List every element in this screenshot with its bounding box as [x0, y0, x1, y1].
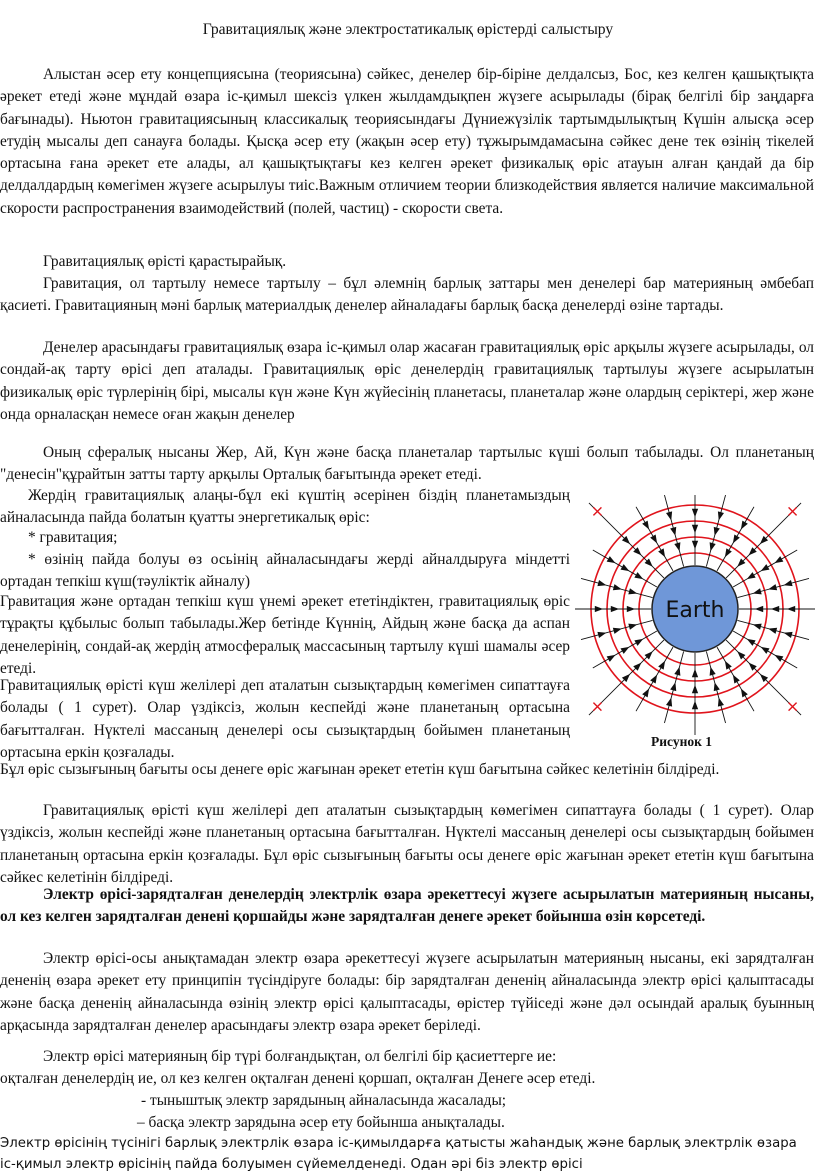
- field-arrow: [725, 661, 732, 670]
- field-arrow: [787, 606, 795, 612]
- field-arrow: [658, 661, 665, 670]
- field-marker: [789, 507, 797, 515]
- paragraph-electric-interaction: Электр өрісі-осы анықтамадан электр өзара әрекеттесуі жүзеге асырылатын материяның нысаны, екі зарядталған дененің өзара әрекет ету принципін түсіндіруге болады: бір зарядталған дененің айналасында электр өрісі қалыптасады және басқа дененің айналасында өзінің электр өрісі қалыптасады, өрістер түйіседі және дәл осындай аралық буынның арқасында зарядталған денелер арасындағы электр өзара әрекет беріледі.: [0, 950, 814, 1034]
- field-arrow: [597, 632, 606, 638]
- field-arrow: [771, 606, 779, 612]
- field-arrow: [642, 521, 649, 530]
- field-arrow: [650, 535, 657, 544]
- field-arrow: [670, 682, 676, 691]
- field-arrow: [666, 698, 672, 707]
- document-title: Гравитациялық және электростатикалық өрістерді салыстыру: [202, 21, 614, 38]
- field-arrow: [692, 685, 698, 693]
- paragraph-properties-line1: Электр өрісі материяның бір түрі болғандықтан, ол белгілі бір қасиеттерге ие:: [43, 1048, 557, 1065]
- paragraph-spherical-form: Оның сфералық нысаны Жер, Ай, Күн және басқа планеталар тартылыс күші болып табылады. Ол планетаның "денесін"құрайтын затты тарту арқылы Орталық бағытында әрекет етеді.: [0, 444, 814, 484]
- field-arrow: [613, 584, 622, 590]
- field-arrow: [658, 548, 665, 557]
- list-item-rest-charge: - тыныштық электр зарядының айналасында жасалады;: [141, 1092, 507, 1109]
- figure-caption: Рисунок 1: [651, 734, 713, 749]
- paragraph-field-lines-repeat: Гравитациялық өрісті күш желілері деп аталатын сызықтардың көмегімен сипаттауға болады ( 1 сурет). Олар үздіксіз, жолын кеспейді және планетаның ортасына бағытталған. Нүктелі массаның денелері осы сызықтардың бойымен планетаның ортасына еркін қозғалады. Бұл өріс сызығының бағыты осы денеге өріс жағынан әрекет ететін күш бағытына сәйкес келетінін білдіреді.: [0, 802, 814, 886]
- field-arrow: [710, 542, 716, 551]
- paragraph-field-lines: Гравитациялық өрісті күш желілері деп аталатын сызықтардың көмегімен сипаттауға болады ( 1 сурет). Олар үздіксіз, жолын кеспейді және планетаның ортасына бағытталған. Нүктелі массаның денелері осы сызықтардың бойымен планетаның ортасына еркін қозғалады.: [0, 677, 570, 761]
- paragraph-earth-field: Жердің гравитациялық алаңы-бұл екі күштің әсерінен біздің планетамыздың айналасында пайда болатын қуатты энергетикалық өріс:: [0, 487, 570, 527]
- field-arrow: [650, 675, 657, 684]
- section-heading: Гравитациялық өрісті қарастырайық.: [43, 253, 287, 270]
- field-arrow: [670, 527, 676, 536]
- paragraph-gravitation-definition: Гравитация, ол тартылу немесе тартылу – бұл әлемнің барлық заттары мен денелері бар материяның әмбебап қасиеті. Гравитацияның мәні барлық материалдық денелер айналадағы барлық басқа денелерді өзіне тартады.: [0, 275, 814, 315]
- field-arrow: [753, 624, 762, 630]
- field-arrow: [692, 669, 698, 677]
- field-arrow: [666, 511, 672, 520]
- list-item-other-charge: – басқа электр зарядына әсер ету бойынша анықталады.: [137, 1114, 505, 1131]
- field-arrow: [761, 647, 770, 654]
- field-arrow: [714, 527, 720, 536]
- bullet-centrifugal: * өзінің пайда болуы өз осьінің айналасындағы жерді айналдыруға міндетті ортадан тепкіш күш(тәуліктік айналу): [0, 551, 570, 591]
- field-arrow: [753, 588, 762, 594]
- field-arrow: [775, 655, 784, 662]
- field-arrow: [642, 689, 649, 698]
- field-arrow: [741, 689, 748, 698]
- earth-label: Earth: [665, 598, 725, 623]
- field-marker: [789, 703, 797, 711]
- paragraph-action-at-distance: Алыстан әсер ету концепциясына (теориясына) сәйкес, денелер бір-біріне делдалсыз, Бос, кез келген қашықтықта әрекет етеді және мұндай өзара іс-қимыл шексіз үлкен жылдамдықпен жүзеге асырылады (бірақ белгілі бір заңдарға бағынады). Ньютон гравитациясының классикалық теориясындағы Дүниежүзілік тартымдылықтың Күшін алысқа әсер етудің мысалы деп санауға болады. Қысқа әсер ету (жақын әсер ету) тұжырымдамасына сәйкес дене тек өзінің тікелей ортасына ғана әрекет ете алады, ал қашықтықтағы кез келген әрекет физикалық өріс атауын алған қандай да бір делдалдардың көмегімен жүзеге асырылуы тиіс.Важным отличием теории близкодействия является наличие максимальной скорости распространения взаимодействий (полей, частиц) - скорости света.: [0, 66, 814, 217]
- bullet-gravitation: * гравитация;: [28, 529, 118, 546]
- field-marker: [593, 507, 601, 515]
- field-arrow: [674, 542, 680, 551]
- field-arrow: [718, 511, 724, 520]
- field-arrow: [627, 606, 635, 612]
- field-arrow: [674, 667, 680, 676]
- field-arrow: [597, 580, 606, 586]
- field-arrow: [718, 698, 724, 707]
- field-marker: [593, 703, 601, 711]
- field-arrow: [768, 628, 777, 634]
- field-arrow: [628, 588, 637, 594]
- field-arrow: [628, 624, 637, 630]
- paragraph-electric-concept: Электр өрісінің түсінігі барлық электрлік өзара іс-қимылдарға қатысты жаһандық және барлық электрлік өзара іс-қимыл электр өрісінің пайда болуымен сүйемелденеді. Одан әрі біз электр өрісі: [0, 1136, 797, 1172]
- field-arrow: [784, 580, 793, 586]
- field-arrow: [733, 675, 740, 684]
- field-arrow: [733, 535, 740, 544]
- field-arrow: [710, 667, 716, 676]
- field-arrow: [692, 701, 698, 709]
- paragraph-electric-field-definition: Электр өрісі-зарядталған денелердің электрлік өзара әрекеттесуі жүзеге асырылатын материяның нысаны, ол кез келген зарядталған денені қоршайды және зарядталған денеге әрекет бойынша өзін көрсетеді.: [0, 886, 814, 926]
- field-arrow: [692, 525, 698, 533]
- paragraph-properties-line2: оқталған денелердің ие, ол кез келген оқталған денені қоршап, оқталған Денеге әсер етеді.: [0, 1070, 596, 1087]
- earth-gravity-field-figure: [575, 495, 815, 735]
- field-arrow: [761, 564, 770, 571]
- field-arrow: [611, 606, 619, 612]
- field-arrow: [613, 628, 622, 634]
- field-arrow: [692, 509, 698, 517]
- paragraph-field-direction: Бұл өріс сызығының бағыты осы денеге өріс жағынан әрекет ететін күш бағытына сәйкес келетінін білдіреді.: [0, 761, 720, 778]
- field-arrow: [755, 606, 763, 612]
- field-arrow: [621, 564, 630, 571]
- field-arrow: [741, 521, 748, 530]
- paragraph-gravitational-field: Денелер арасындағы гравитациялық өзара іс-қимыл олар жасаған гравитациялық өріс арқылы жүзеге асырылады, ол сондай-ақ тарту өрісі деп аталады. Гравитациялық өріс денелердің гравитациялық тартылуы жүзеге асырылатын физикалық өріс түрлерінің бірі, мысалы күн және Күн жүйесінің планетасы, планеталар және олардың серіктері, жер және онда орналасқан немесе оған жақын денелер: [0, 339, 814, 423]
- field-arrow: [784, 632, 793, 638]
- field-arrow: [595, 606, 603, 612]
- field-arrow: [607, 556, 616, 563]
- field-arrow: [768, 584, 777, 590]
- field-arrow: [692, 541, 698, 549]
- field-arrow: [775, 556, 784, 563]
- field-arrow: [747, 639, 756, 646]
- field-arrow: [747, 572, 756, 579]
- field-arrow: [634, 639, 643, 646]
- field-arrow: [714, 682, 720, 691]
- field-arrow: [607, 655, 616, 662]
- paragraph-constant-field: Гравитация және ортадан тепкіш күш үнемі әрекет ететіндіктен, гравитациялық өріс тұрақты құбылыс болып табылады.Жер бетінде Күннің, Айдың және басқа да аспан денелерінің, сондай-ақ жердің атмосфералық массасының тартылу күші шамалы әсер етеді.: [0, 593, 570, 677]
- field-arrow: [634, 572, 643, 579]
- field-arrow: [621, 647, 630, 654]
- field-arrow: [725, 548, 732, 557]
